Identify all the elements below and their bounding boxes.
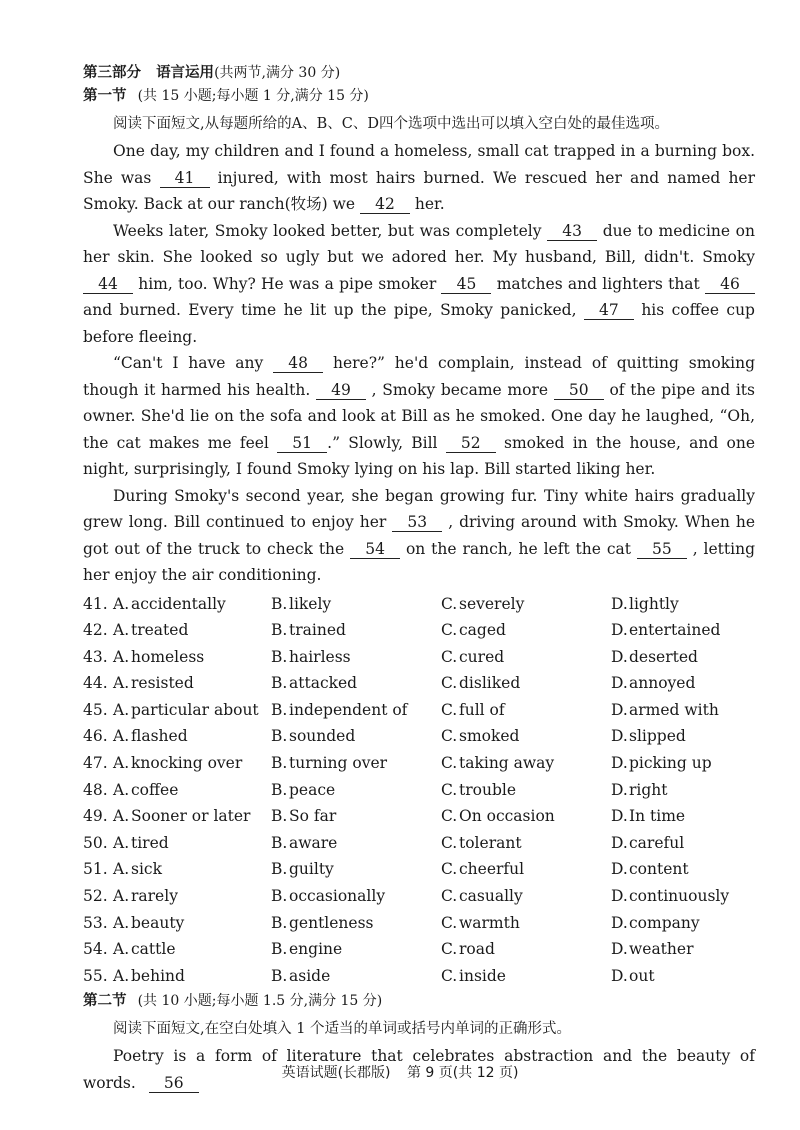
question-number: 48. bbox=[83, 780, 108, 799]
option-a bbox=[83, 910, 271, 937]
question-number: 51. bbox=[83, 860, 108, 879]
option-c bbox=[441, 910, 611, 937]
option-letter: C. bbox=[441, 887, 458, 906]
option-text: slipped bbox=[629, 727, 686, 746]
question-number: 53. bbox=[83, 913, 108, 932]
option-text: independent of bbox=[289, 700, 408, 719]
option-text: caged bbox=[459, 621, 506, 640]
blank-54: 54 bbox=[350, 540, 400, 559]
option-text: So far bbox=[289, 807, 337, 826]
option-text: In time bbox=[629, 807, 686, 826]
option-text: peace bbox=[289, 780, 336, 799]
question-number: 44. bbox=[83, 674, 108, 693]
option-text: likely bbox=[289, 594, 332, 613]
option-letter: A. bbox=[113, 700, 130, 719]
option-letter: A. bbox=[113, 807, 130, 826]
question-number: 41. bbox=[83, 594, 108, 613]
option-d bbox=[611, 723, 755, 750]
option-text: trouble bbox=[459, 780, 517, 799]
option-a bbox=[83, 777, 271, 804]
passage-text: “Can't I have any bbox=[113, 354, 274, 372]
option-c bbox=[441, 883, 611, 910]
option-text: turning over bbox=[289, 754, 388, 773]
passage-text: of the pipe and its owner. She'd lie on the sofa and look at Bill as he smoked. One day he laughed, “Oh, the cat makes me feel bbox=[83, 380, 755, 452]
question-row bbox=[83, 830, 755, 857]
option-letter: A. bbox=[113, 940, 130, 959]
section2-text: Poetry is a form of literature that celebrates abstraction and the beauty of words. bbox=[83, 1047, 755, 1092]
option-text: annoyed bbox=[629, 674, 696, 693]
option-letter: B. bbox=[271, 674, 288, 693]
option-text: content bbox=[629, 860, 689, 879]
question-number: 49. bbox=[83, 807, 108, 826]
option-text: smoked bbox=[459, 727, 520, 746]
option-c bbox=[441, 617, 611, 644]
option-letter: A. bbox=[113, 594, 130, 613]
option-text: gentleness bbox=[289, 913, 374, 932]
option-c bbox=[441, 591, 611, 618]
passage-text: , Smoky became more bbox=[365, 380, 554, 399]
blank-56: 56 bbox=[149, 1074, 199, 1093]
option-text: out bbox=[629, 966, 655, 985]
option-c bbox=[441, 723, 611, 750]
blank-55: 55 bbox=[637, 540, 687, 559]
passage-text: .” Slowly, Bill bbox=[327, 433, 446, 452]
option-c bbox=[441, 936, 611, 963]
question-number: 45. bbox=[83, 700, 108, 719]
question-row bbox=[83, 910, 755, 937]
option-a bbox=[83, 963, 271, 990]
option-letter: B. bbox=[271, 860, 288, 879]
option-letter: C. bbox=[441, 700, 458, 719]
option-letter: C. bbox=[441, 833, 458, 852]
option-text: armed with bbox=[629, 700, 719, 719]
blank-46: 46 bbox=[705, 275, 755, 294]
option-b bbox=[271, 963, 441, 990]
exam-page bbox=[83, 62, 755, 1096]
option-c bbox=[441, 963, 611, 990]
option-letter: B. bbox=[271, 966, 288, 985]
question-row bbox=[83, 856, 755, 883]
option-letter: D. bbox=[611, 966, 628, 985]
question-row bbox=[83, 591, 755, 618]
option-text: company bbox=[629, 913, 700, 932]
option-a bbox=[83, 670, 271, 697]
option-text: accidentally bbox=[131, 594, 226, 613]
footer-subject: 英语试题(长郡版) bbox=[281, 1065, 391, 1081]
part3-heading bbox=[83, 62, 755, 85]
option-d bbox=[611, 697, 755, 724]
option-c bbox=[441, 803, 611, 830]
passage-paragraph bbox=[83, 483, 755, 589]
question-row bbox=[83, 883, 755, 910]
option-c bbox=[441, 856, 611, 883]
option-text: cattle bbox=[131, 940, 176, 959]
option-letter: D. bbox=[611, 647, 628, 666]
option-text: deserted bbox=[629, 647, 698, 666]
passage-text: , driving around with Smoky. When he got out of the truck to check the bbox=[83, 513, 755, 558]
option-letter: C. bbox=[441, 754, 458, 773]
option-text: aware bbox=[289, 833, 338, 852]
passage-text: During Smoky's second year, she began growing fur. Tiny white hairs gradually grew long. Bill continued to enjoy her bbox=[83, 486, 755, 531]
question-number: 54. bbox=[83, 940, 108, 959]
option-text: rarely bbox=[131, 887, 178, 906]
option-text: lightly bbox=[629, 594, 679, 613]
blank-44: 44 bbox=[83, 275, 133, 294]
option-letter: B. bbox=[271, 647, 288, 666]
option-letter: A. bbox=[113, 966, 130, 985]
option-d bbox=[611, 644, 755, 671]
option-letter: B. bbox=[271, 913, 288, 932]
option-c bbox=[441, 644, 611, 671]
question-number: 46. bbox=[83, 727, 108, 746]
option-b bbox=[271, 830, 441, 857]
option-text: beauty bbox=[131, 913, 185, 932]
blank-42: 42 bbox=[360, 195, 410, 214]
option-letter: C. bbox=[441, 780, 458, 799]
section2-heading bbox=[83, 990, 755, 1013]
option-text: right bbox=[629, 780, 668, 799]
option-b bbox=[271, 750, 441, 777]
option-d bbox=[611, 617, 755, 644]
option-letter: A. bbox=[113, 754, 130, 773]
passage-text: her. bbox=[409, 195, 445, 213]
section1-note: (共 15 小题;每小题 1 分,满分 15 分) bbox=[137, 88, 369, 104]
option-a bbox=[83, 856, 271, 883]
passage-text: Weeks later, Smoky looked better, but was completely bbox=[113, 221, 548, 240]
question-row bbox=[83, 670, 755, 697]
option-letter: C. bbox=[441, 966, 458, 985]
question-row bbox=[83, 697, 755, 724]
part3-note: (共两节,满分 30 分) bbox=[214, 65, 341, 81]
option-text: inside bbox=[459, 966, 506, 985]
option-text: continuously bbox=[629, 887, 730, 906]
option-text: resisted bbox=[131, 674, 194, 693]
option-d bbox=[611, 910, 755, 937]
option-text: entertained bbox=[629, 621, 721, 640]
option-letter: A. bbox=[113, 887, 130, 906]
passage-paragraph bbox=[83, 138, 755, 218]
option-letter: D. bbox=[611, 860, 628, 879]
option-letter: C. bbox=[441, 621, 458, 640]
option-c bbox=[441, 777, 611, 804]
option-b bbox=[271, 883, 441, 910]
question-row bbox=[83, 617, 755, 644]
option-text: On occasion bbox=[459, 807, 555, 826]
passage-text: here?” he'd complain, instead of quitting smoking though it harmed his health. bbox=[83, 354, 755, 399]
option-text: attacked bbox=[289, 674, 358, 693]
option-text: taking away bbox=[459, 754, 555, 773]
option-d bbox=[611, 803, 755, 830]
question-row bbox=[83, 936, 755, 963]
option-letter: D. bbox=[611, 913, 628, 932]
option-a bbox=[83, 936, 271, 963]
option-b bbox=[271, 856, 441, 883]
option-c bbox=[441, 697, 611, 724]
option-text: particular about bbox=[131, 700, 259, 719]
section1-heading bbox=[83, 85, 755, 108]
option-d bbox=[611, 830, 755, 857]
option-letter: A. bbox=[113, 621, 130, 640]
option-a bbox=[83, 644, 271, 671]
option-letter: D. bbox=[611, 594, 628, 613]
question-number: 47. bbox=[83, 754, 108, 773]
option-d bbox=[611, 963, 755, 990]
option-letter: D. bbox=[611, 674, 628, 693]
option-text: sick bbox=[131, 860, 162, 879]
passage-text: One day, my children and I found a homeless, small cat trapped in a burning box. She was bbox=[83, 142, 755, 187]
option-letter: C. bbox=[441, 647, 458, 666]
option-letter: B. bbox=[271, 887, 288, 906]
option-letter: A. bbox=[113, 647, 130, 666]
part3-name: 语言运用 bbox=[156, 65, 215, 81]
blank-41: 41 bbox=[160, 169, 210, 188]
option-d bbox=[611, 883, 755, 910]
blank-49: 49 bbox=[316, 381, 366, 400]
option-letter: C. bbox=[441, 594, 458, 613]
passage-paragraph bbox=[83, 350, 755, 483]
option-a bbox=[83, 803, 271, 830]
option-text: severely bbox=[459, 594, 525, 613]
option-a bbox=[83, 591, 271, 618]
option-letter: C. bbox=[441, 807, 458, 826]
option-b bbox=[271, 644, 441, 671]
part3-title: 第三部分 bbox=[83, 65, 141, 81]
option-letter: B. bbox=[271, 833, 288, 852]
passage-paragraph bbox=[83, 218, 755, 351]
option-letter: B. bbox=[271, 807, 288, 826]
footer-page: 第 9 页(共 12 页) bbox=[406, 1065, 519, 1081]
blank-48: 48 bbox=[273, 354, 323, 373]
option-text: warmth bbox=[459, 913, 520, 932]
option-c bbox=[441, 670, 611, 697]
option-text: casually bbox=[459, 887, 523, 906]
option-text: aside bbox=[289, 966, 331, 985]
question-row bbox=[83, 750, 755, 777]
option-letter: D. bbox=[611, 727, 628, 746]
option-letter: A. bbox=[113, 780, 130, 799]
passage-text: due to medicine on her skin. She looked so ugly but we adored her. My husband, Bill, didn't. Smoky bbox=[83, 221, 755, 266]
option-b bbox=[271, 777, 441, 804]
option-letter: B. bbox=[271, 940, 288, 959]
option-letter: C. bbox=[441, 940, 458, 959]
option-letter: D. bbox=[611, 780, 628, 799]
option-letter: B. bbox=[271, 727, 288, 746]
blank-43: 43 bbox=[547, 222, 597, 241]
option-d bbox=[611, 670, 755, 697]
option-d bbox=[611, 777, 755, 804]
option-text: tired bbox=[131, 833, 169, 852]
option-text: weather bbox=[629, 940, 694, 959]
option-c bbox=[441, 830, 611, 857]
question-row bbox=[83, 777, 755, 804]
option-a bbox=[83, 617, 271, 644]
option-d bbox=[611, 936, 755, 963]
section2-instruction: 阅读下面短文,在空白处填入 1 个适当的单词或括号内单词的正确形式。 bbox=[113, 1021, 572, 1038]
passage-text: and burned. Every time he lit up the pipe, Smoky panicked, bbox=[83, 301, 584, 319]
option-text: cured bbox=[459, 647, 505, 666]
passage-text: matches and lighters that bbox=[491, 274, 705, 293]
section1-instruction: 阅读下面短文,从每题所给的A、B、C、D四个选项中选出可以填入空白处的最佳选项。 bbox=[113, 116, 669, 132]
option-letter: B. bbox=[271, 780, 288, 799]
option-letter: D. bbox=[611, 754, 628, 773]
option-letter: D. bbox=[611, 887, 628, 906]
option-a bbox=[83, 830, 271, 857]
passage-text: on the ranch, he left the cat bbox=[400, 539, 637, 558]
option-text: occasionally bbox=[289, 887, 386, 906]
option-a bbox=[83, 723, 271, 750]
question-row bbox=[83, 644, 755, 671]
option-text: engine bbox=[289, 940, 343, 959]
passage-text: his coffee cup before fleeing. bbox=[83, 301, 755, 346]
question-row bbox=[83, 803, 755, 830]
blank-52: 52 bbox=[446, 434, 496, 453]
option-text: disliked bbox=[459, 674, 521, 693]
option-letter: B. bbox=[271, 594, 288, 613]
option-text: treated bbox=[131, 621, 189, 640]
passage-text: him, too. Why? He was a pipe smoker bbox=[133, 274, 442, 293]
option-c bbox=[441, 750, 611, 777]
option-text: guilty bbox=[289, 860, 334, 879]
option-b bbox=[271, 803, 441, 830]
option-letter: C. bbox=[441, 913, 458, 932]
blank-45: 45 bbox=[441, 275, 491, 294]
blank-53: 53 bbox=[392, 513, 442, 532]
option-text: careful bbox=[629, 833, 685, 852]
option-letter: B. bbox=[271, 621, 288, 640]
option-letter: B. bbox=[271, 700, 288, 719]
option-text: knocking over bbox=[131, 754, 243, 773]
option-letter: A. bbox=[113, 860, 130, 879]
blank-51: 51 bbox=[277, 434, 327, 453]
option-text: Sooner or later bbox=[131, 807, 251, 826]
option-text: sounded bbox=[289, 727, 356, 746]
option-text: full of bbox=[459, 700, 505, 719]
option-b bbox=[271, 617, 441, 644]
question-number: 55. bbox=[83, 966, 108, 985]
blank-47: 47 bbox=[584, 301, 634, 320]
option-b bbox=[271, 936, 441, 963]
option-text: road bbox=[459, 940, 495, 959]
option-b bbox=[271, 670, 441, 697]
passage-text: injured, with most hairs burned. We rescued her and named her Smoky. Back at our ranch(牧场) we bbox=[83, 168, 756, 213]
option-d bbox=[611, 856, 755, 883]
question-row bbox=[83, 963, 755, 990]
option-b bbox=[271, 910, 441, 937]
option-d bbox=[611, 591, 755, 618]
question-row bbox=[83, 723, 755, 750]
option-letter: D. bbox=[611, 833, 628, 852]
section2-title: 第二节 bbox=[83, 993, 127, 1010]
option-letter: C. bbox=[441, 860, 458, 879]
question-options bbox=[83, 591, 755, 990]
option-d bbox=[611, 750, 755, 777]
option-a bbox=[83, 750, 271, 777]
question-number: 50. bbox=[83, 833, 108, 852]
blank-50: 50 bbox=[554, 381, 604, 400]
option-a bbox=[83, 883, 271, 910]
option-text: picking up bbox=[629, 754, 712, 773]
option-letter: A. bbox=[113, 913, 130, 932]
option-text: trained bbox=[289, 621, 346, 640]
option-text: behind bbox=[131, 966, 185, 985]
passage-text: smoked in the house, and one night, surprisingly, I found Smoky lying on his lap. Bill started liking her. bbox=[83, 433, 756, 478]
section1-title: 第一节 bbox=[83, 88, 127, 104]
option-letter: C. bbox=[441, 727, 458, 746]
option-text: cheerful bbox=[459, 860, 525, 879]
option-b bbox=[271, 591, 441, 618]
cloze-passage bbox=[83, 138, 755, 589]
option-text: coffee bbox=[131, 780, 179, 799]
option-letter: C. bbox=[441, 674, 458, 693]
option-a bbox=[83, 697, 271, 724]
question-number: 43. bbox=[83, 647, 108, 666]
option-text: hairless bbox=[289, 647, 351, 666]
option-letter: D. bbox=[611, 700, 628, 719]
question-number: 52. bbox=[83, 887, 108, 906]
option-text: flashed bbox=[131, 727, 188, 746]
section2-note: (共 10 小题;每小题 1.5 分,满分 15 分) bbox=[137, 993, 383, 1010]
option-b bbox=[271, 697, 441, 724]
option-letter: A. bbox=[113, 833, 130, 852]
option-letter: A. bbox=[113, 727, 130, 746]
option-letter: D. bbox=[611, 940, 628, 959]
passage-text: , letting her enjoy the air conditioning. bbox=[83, 539, 755, 584]
option-letter: A. bbox=[113, 674, 130, 693]
option-letter: D. bbox=[611, 807, 628, 826]
option-text: homeless bbox=[131, 647, 205, 666]
page-footer bbox=[0, 1062, 800, 1082]
option-text: tolerant bbox=[459, 833, 522, 852]
question-number: 42. bbox=[83, 621, 108, 640]
option-letter: D. bbox=[611, 621, 628, 640]
option-letter: B. bbox=[271, 754, 288, 773]
option-b bbox=[271, 723, 441, 750]
